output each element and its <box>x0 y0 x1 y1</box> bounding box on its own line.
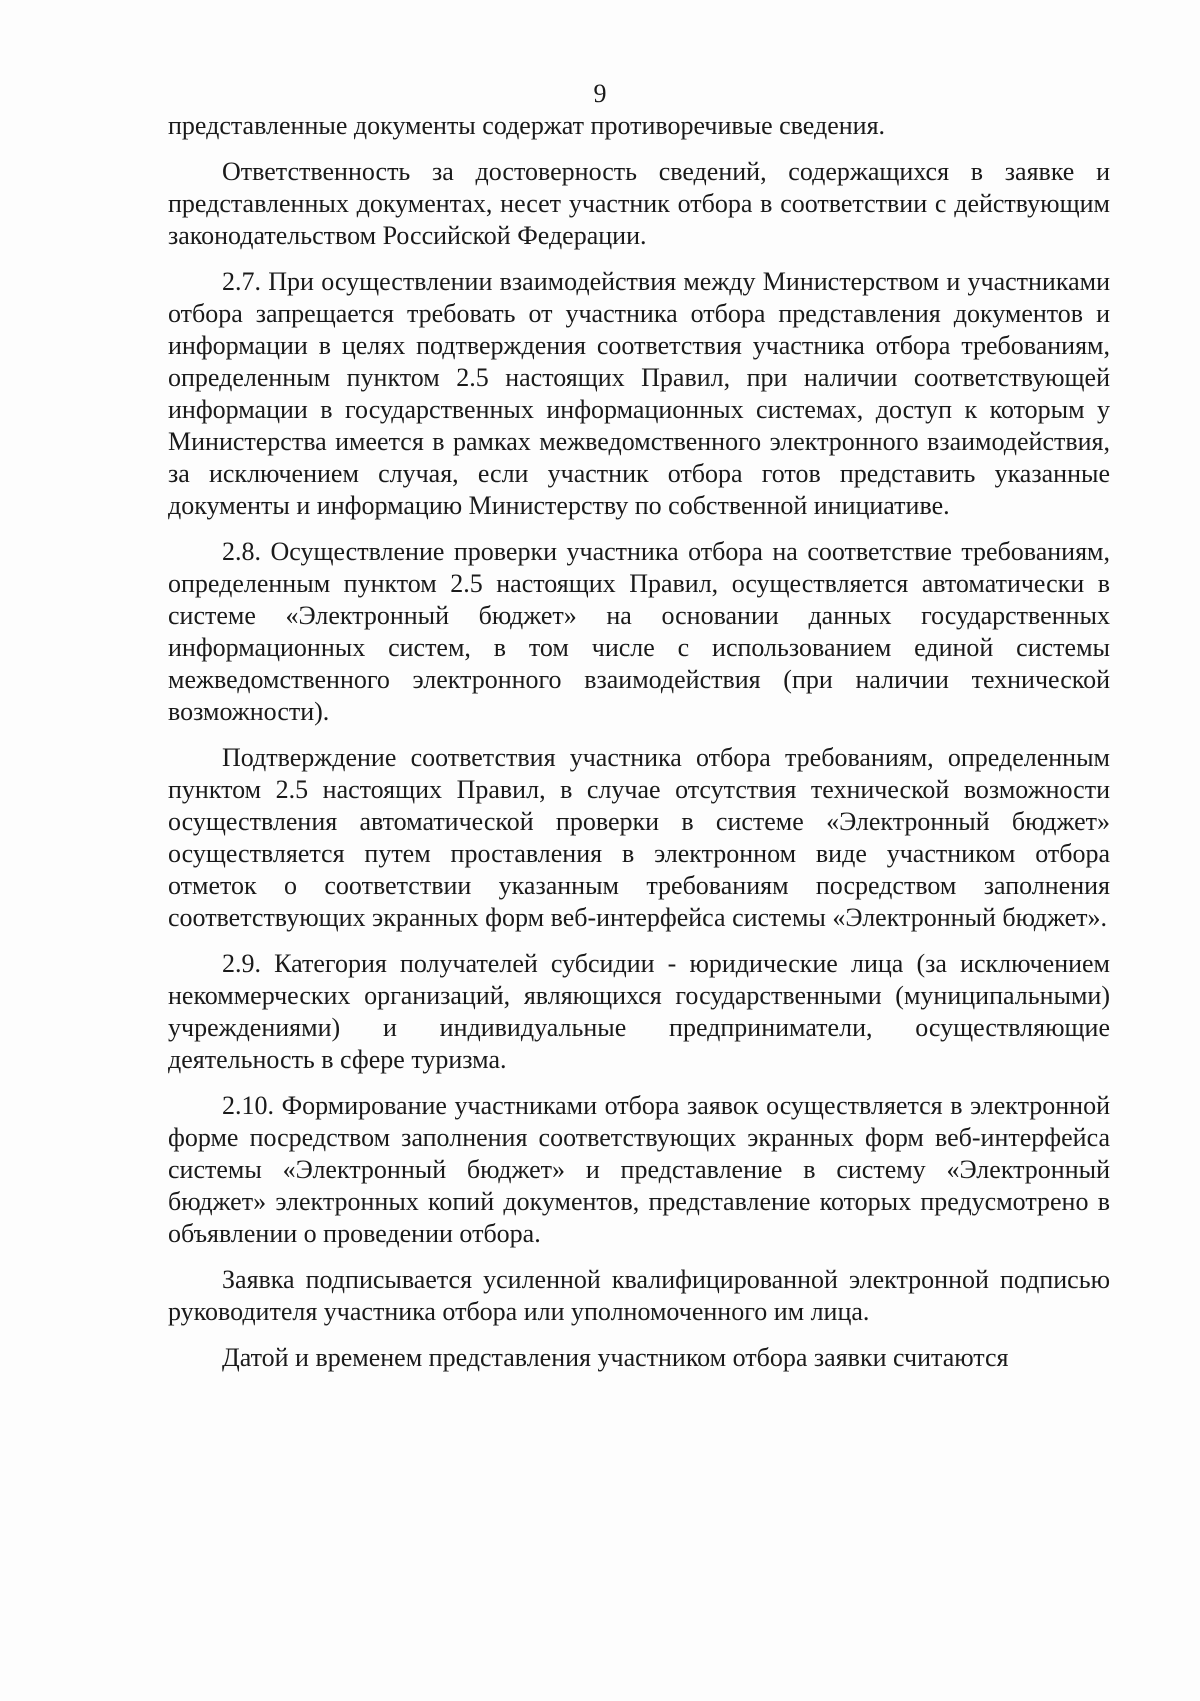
clause-number: 2.7. <box>222 267 261 296</box>
clause-text: Формирование участниками отбора заявок осуществляется в электронной форме посредством заполнения соответствующих экранных форм веб-интерфейса системы «Электронный бюджет» и представление в систему «Электронный бюджет» электронных копий документов, представление которых предусмотрено в объявлении о проведении отбора. <box>168 1091 1110 1248</box>
paragraph-2-9 <box>168 948 1110 1076</box>
paragraph-2-10 <box>168 1090 1110 1250</box>
clause-number: 2.9. <box>222 949 261 978</box>
paragraph-responsibility: Ответственность за достоверность сведений, содержащихся в заявке и представленных документах, несет участник отбора в соответствии с действующим законодательством Российской Федерации. <box>168 157 1110 250</box>
paragraph-continuation: представленные документы содержат противоречивые сведения. <box>168 111 886 140</box>
clause-text: Осуществление проверки участника отбора на соответствие требованиям, определенным пунктом 2.5 настоящих Правил, осуществляется автоматически в системе «Электронный бюджет» на основании данных государственных информационных систем, в том числе с использованием единой системы межведомственного электронного взаимодействия (при наличии технической возможности). <box>168 537 1111 726</box>
paragraph-confirmation: Подтверждение соответствия участника отбора требованиям, определенным пунктом 2.5 настоящих Правил, в случае отсутствия технической возможности осуществления автоматической проверки в системе «Электронный бюджет» осуществляется путем проставления в электронном виде участником отбора отметок о соответствии указанным требованиям посредством заполнения соответствующих экранных форм веб-интерфейса системы «Электронный бюджет». <box>168 743 1110 932</box>
paragraph-signature: Заявка подписывается усиленной квалифицированной электронной подписью руководителя участника отбора или уполномоченного им лица. <box>168 1265 1110 1326</box>
clause-number: 2.8. <box>222 537 261 566</box>
clause-number: 2.10. <box>222 1091 274 1120</box>
paragraph-2-7 <box>168 266 1110 522</box>
clause-text: При осуществлении взаимодействия между Министерством и участниками отбора запрещается требовать от участника отбора представления документов и информации в целях подтверждения соответствия участника отбора требованиям, определенным пунктом 2.5 настоящих Правил, при наличии соответствующей информации в государственных информационных системах, доступ к которым у Министерства имеется в рамках межведомственного электронного взаимодействия, за исключением случая, если участник отбора готов представить указанные документы и информацию Министерству по собственной инициативе. <box>168 267 1110 520</box>
paragraph-2-8 <box>168 536 1110 728</box>
document-body <box>168 110 1110 1388</box>
clause-text: Категория получателей субсидии - юридические лица (за исключением некоммерческих организаций, являющихся государственными (муниципальными) учреждениями) и индивидуальные предприниматели, осуществляющие деятельность в сфере туризма. <box>168 949 1111 1074</box>
page-number: 9 <box>593 79 607 108</box>
paragraph-date-time: Датой и временем представления участником отбора заявки считаются <box>222 1343 1009 1372</box>
